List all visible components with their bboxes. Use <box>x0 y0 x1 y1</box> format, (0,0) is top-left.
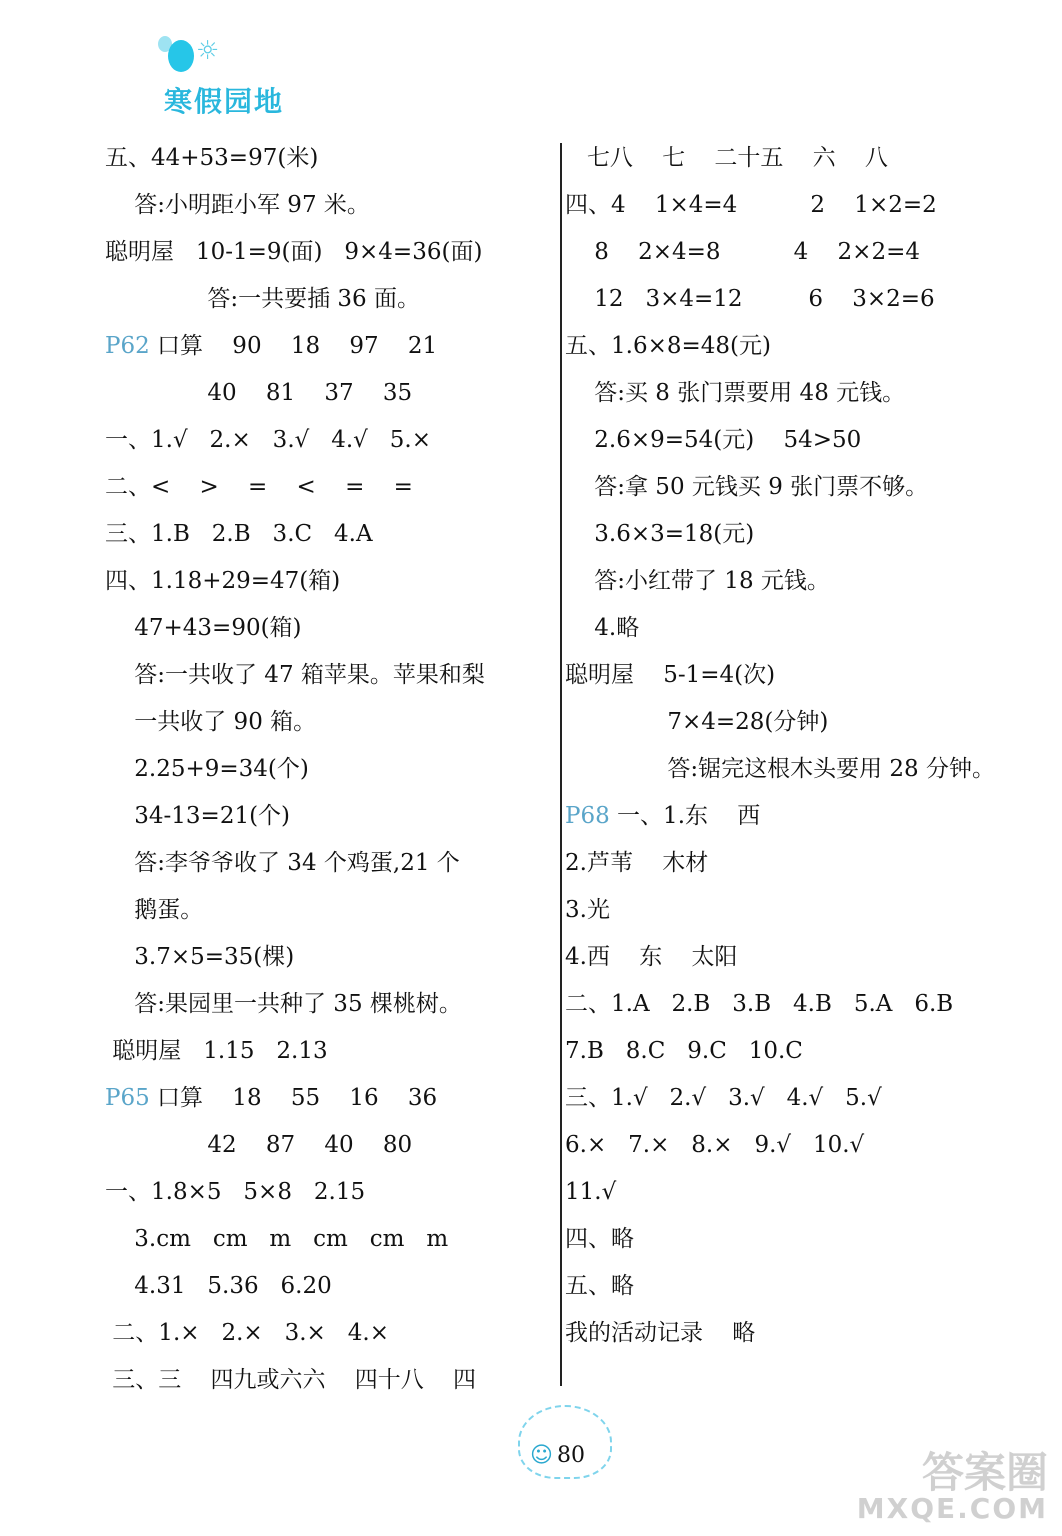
page-number: 80 <box>557 1443 585 1468</box>
answer-line: P68 一、1.东 西 <box>565 803 761 829</box>
watermark-text-bottom: MXQE.COM <box>856 1492 1048 1525</box>
answer-line: 聪明屋 1.15 2.13 <box>105 1038 328 1064</box>
answer-line: 2.6×9=54(元) 54>50 <box>565 427 862 453</box>
page-reference: P68 <box>565 803 610 829</box>
right-column <box>565 135 1025 1357</box>
answer-line: 答:小红带了 18 元钱。 <box>565 568 830 594</box>
answer-line: 40 81 37 35 <box>105 380 413 406</box>
page-reference: P62 <box>105 333 150 359</box>
answer-line: 3.cm cm m cm cm m <box>105 1226 449 1252</box>
answer-line: 二、1.A 2.B 3.B 4.B 5.A 6.B <box>565 991 954 1017</box>
answer-line: 三、1.B 2.B 3.C 4.A <box>105 521 373 547</box>
watermark-text-top: 答案圈 <box>921 1448 1048 1497</box>
answer-line: P65 口算 18 55 16 36 <box>105 1085 438 1111</box>
section-title: 寒假园地 <box>164 85 285 118</box>
answer-line: 8 2×4=8 4 2×2=4 <box>565 239 920 265</box>
answer-line: 三、三 四九或六六 四十八 四 <box>105 1367 477 1393</box>
answer-line: 3.7×5=35(棵) <box>105 944 295 970</box>
answer-line: 12 3×4=12 6 3×2=6 <box>565 286 935 312</box>
answer-line: 7.B 8.C 9.C 10.C <box>565 1038 803 1064</box>
answer-line: 4.西 东 太阳 <box>565 944 738 970</box>
answer-line: 答:一共收了 47 箱苹果。苹果和梨 <box>105 662 485 688</box>
answer-line: 鹅蛋。 <box>105 897 204 923</box>
page-reference: P65 <box>105 1085 150 1111</box>
sun-icon: ☼ <box>196 36 220 66</box>
answer-line: 四、4 1×4=4 2 1×2=2 <box>565 192 937 218</box>
answer-line: 答:一共要插 36 面。 <box>105 286 420 312</box>
answer-line: 三、1.√ 2.√ 3.√ 4.√ 5.√ <box>565 1085 882 1111</box>
answer-line: 4.31 5.36 6.20 <box>105 1273 332 1299</box>
answer-line: 34-13=21(个) <box>105 803 291 829</box>
answer-line: 一共收了 90 箱。 <box>105 709 317 735</box>
answer-line: 五、44+53=97(米) <box>105 145 319 171</box>
answer-line: 二、1.× 2.× 3.× 4.× <box>105 1320 389 1346</box>
answer-line: 2.25+9=34(个) <box>105 756 309 782</box>
answer-line: 聪明屋 10-1=9(面) 9×4=36(面) <box>105 239 483 265</box>
answer-line: 答:小明距小军 97 米。 <box>105 192 370 218</box>
answer-line: 3.光 <box>565 897 610 923</box>
answer-line: 42 87 40 80 <box>105 1132 413 1158</box>
answer-line: 七八 七 二十五 六 八 <box>565 145 888 171</box>
answer-line: 3.6×3=18(元) <box>565 521 755 547</box>
answer-line: 四、略 <box>565 1226 634 1252</box>
answer-line: 47+43=90(箱) <box>105 615 302 641</box>
answer-line: 7×4=28(分钟) <box>565 709 829 735</box>
answer-line: 一、1.√ 2.× 3.√ 4.√ 5.× <box>105 427 431 453</box>
answer-line: 五、1.6×8=48(元) <box>565 333 771 359</box>
answer-line: 4.略 <box>565 615 640 641</box>
answer-line: 一、1.8×5 5×8 2.15 <box>105 1179 366 1205</box>
smile-icon: ☺ <box>530 1443 553 1468</box>
answer-line: 答:买 8 张门票要用 48 元钱。 <box>565 380 906 406</box>
answer-line: 五、略 <box>565 1273 634 1299</box>
answer-line: 二、< > = < = = <box>105 474 413 500</box>
column-divider <box>560 143 562 1386</box>
answer-line: 11.√ <box>565 1179 617 1205</box>
answer-line: 四、1.18+29=47(箱) <box>105 568 341 594</box>
answer-line: 6.× 7.× 8.× 9.√ 10.√ <box>565 1132 865 1158</box>
answer-line: 我的活动记录 略 <box>565 1320 756 1346</box>
page-number-badge <box>500 1405 610 1485</box>
watermark-logo <box>856 1440 1054 1530</box>
answer-line: 聪明屋 5-1=4(次) <box>565 662 776 688</box>
answer-line: 答:果园里一共种了 35 棵桃树。 <box>105 991 462 1017</box>
answer-line: 答:李爷爷收了 34 个鸡蛋,21 个 <box>105 850 460 876</box>
answer-line: 答:锯完这根木头要用 28 分钟。 <box>565 756 995 782</box>
answer-line: 答:拿 50 元钱买 9 张门票不够。 <box>565 474 929 500</box>
section-header <box>150 30 320 120</box>
answer-line: 2.芦苇 木材 <box>565 850 709 876</box>
droplet-icon <box>168 40 194 72</box>
left-column <box>105 135 550 1404</box>
answer-line: P62 口算 90 18 97 21 <box>105 333 438 359</box>
